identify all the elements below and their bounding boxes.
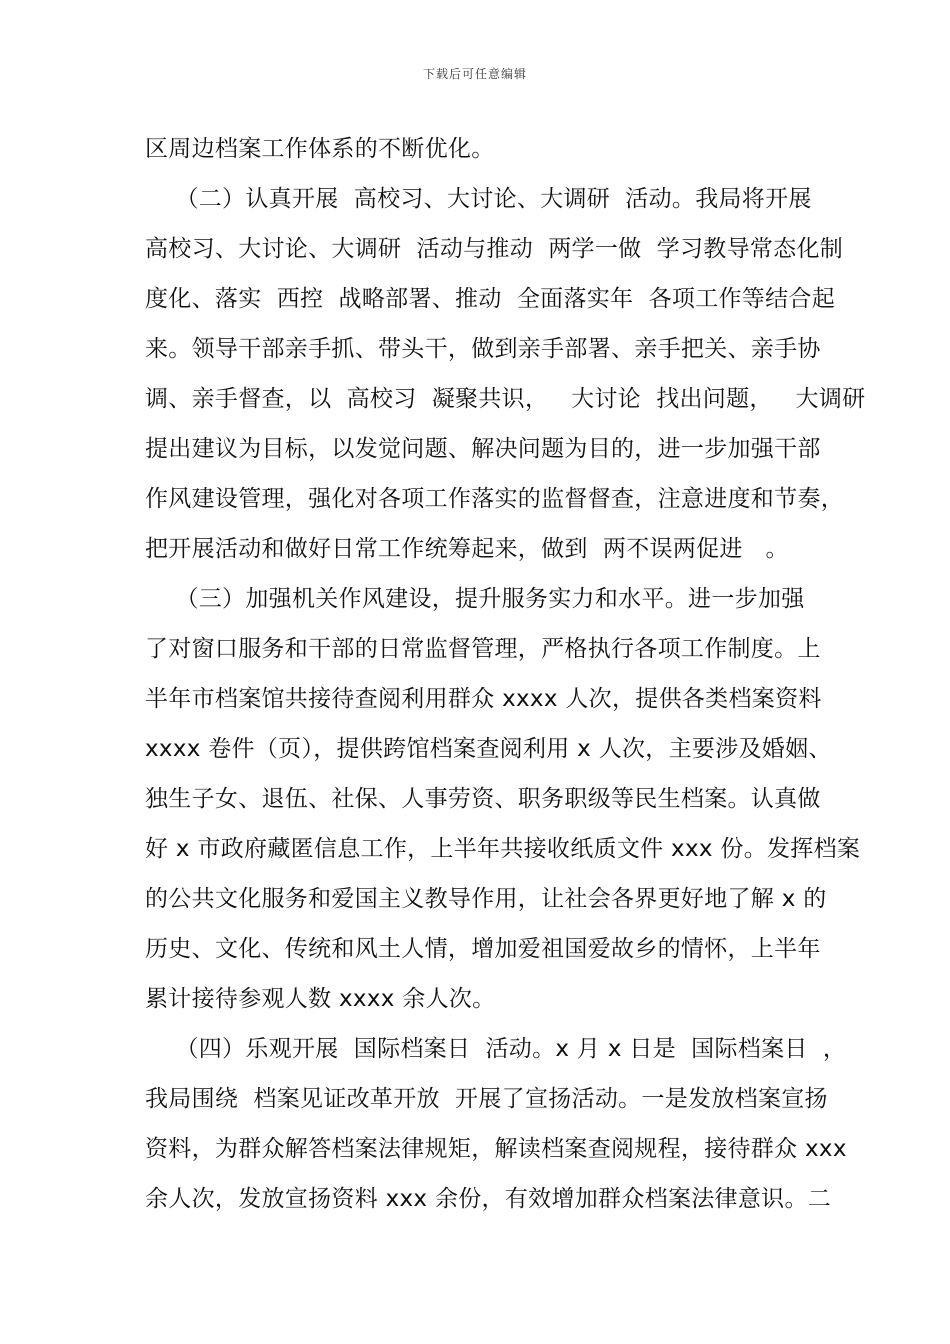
- text-line: 累计接待参观人数 xxxx 余人次。: [145, 986, 496, 1012]
- text-line: 半年市档案馆共接待查阅利用群众 xxxx 人次，提供各类档案资料: [145, 686, 822, 712]
- text-line: （二）认真开展 高校习、大讨论、大调研 活动。我局将开展: [145, 186, 812, 212]
- text-line: 来。领导干部亲手抓、带头干，做到亲手部署、亲手把关、亲手协: [145, 336, 821, 362]
- text-line: xxxx 卷件（页），提供跨馆档案查阅利用 x 人次，主要涉及婚姻、: [145, 736, 832, 762]
- text-line: （三）加强机关作风建设，提升服务实力和水平。进一步加强: [145, 586, 805, 612]
- text-line: 提出建议为目标，以发觉问题、解决问题为目的，进一步加强干部: [145, 436, 821, 462]
- text-line: 历史、文化、传统和风土人情，增加爱祖国爱故乡的情怀，上半年: [145, 936, 821, 962]
- text-line: 调、亲手督查，以 高校习 凝聚共识， 大讨论 找出问题， 大调研: [145, 386, 866, 412]
- text-line: 度化、落实 西控 战略部署、推动 全面落实年 各项工作等结合起: [145, 286, 835, 312]
- text-line: 把开展活动和做好日常工作统筹起来，做到 两不误两促进 。: [145, 536, 789, 562]
- text-line: 高校习、大讨论、大调研 活动与推动 两学一做 学习教导常态化制: [145, 236, 844, 262]
- text-line: 独生子女、退伍、社保、人事劳资、职务职级等民生档案。认真做: [145, 786, 821, 812]
- page-header: 下载后可任意编辑: [422, 67, 527, 81]
- text-line: 好 x 市政府藏匿信息工作，上半年共接收纸质文件 xxx 份。发挥档案: [145, 836, 861, 862]
- text-line: 余人次，发放宣扬资料 xxx 余份，有效增加群众档案法律意识。二: [145, 1186, 832, 1212]
- text-line: 的公共文化服务和爱国主义教导作用，让社会各界更好地了解 x 的: [145, 886, 827, 912]
- text-line: 我局围绕 档案见证改革开放 开展了宣扬活动。一是发放档案宣扬: [145, 1086, 828, 1112]
- text-line: 了对窗口服务和干部的日常监督管理，严格执行各项工作制度。上: [145, 636, 821, 662]
- text-line: （四）乐观开展 国际档案日 活动。x 月 x 日是 国际档案日 ，: [145, 1036, 847, 1062]
- text-line: 资料，为群众解答档案法律规矩，解读档案查阅规程，接待群众 xxx: [145, 1136, 847, 1162]
- text-line: 作风建设管理，强化对各项工作落实的监督督查，注意进度和节奏，: [145, 486, 844, 512]
- text-line: 区周边档案工作体系的不断优化。: [145, 136, 495, 162]
